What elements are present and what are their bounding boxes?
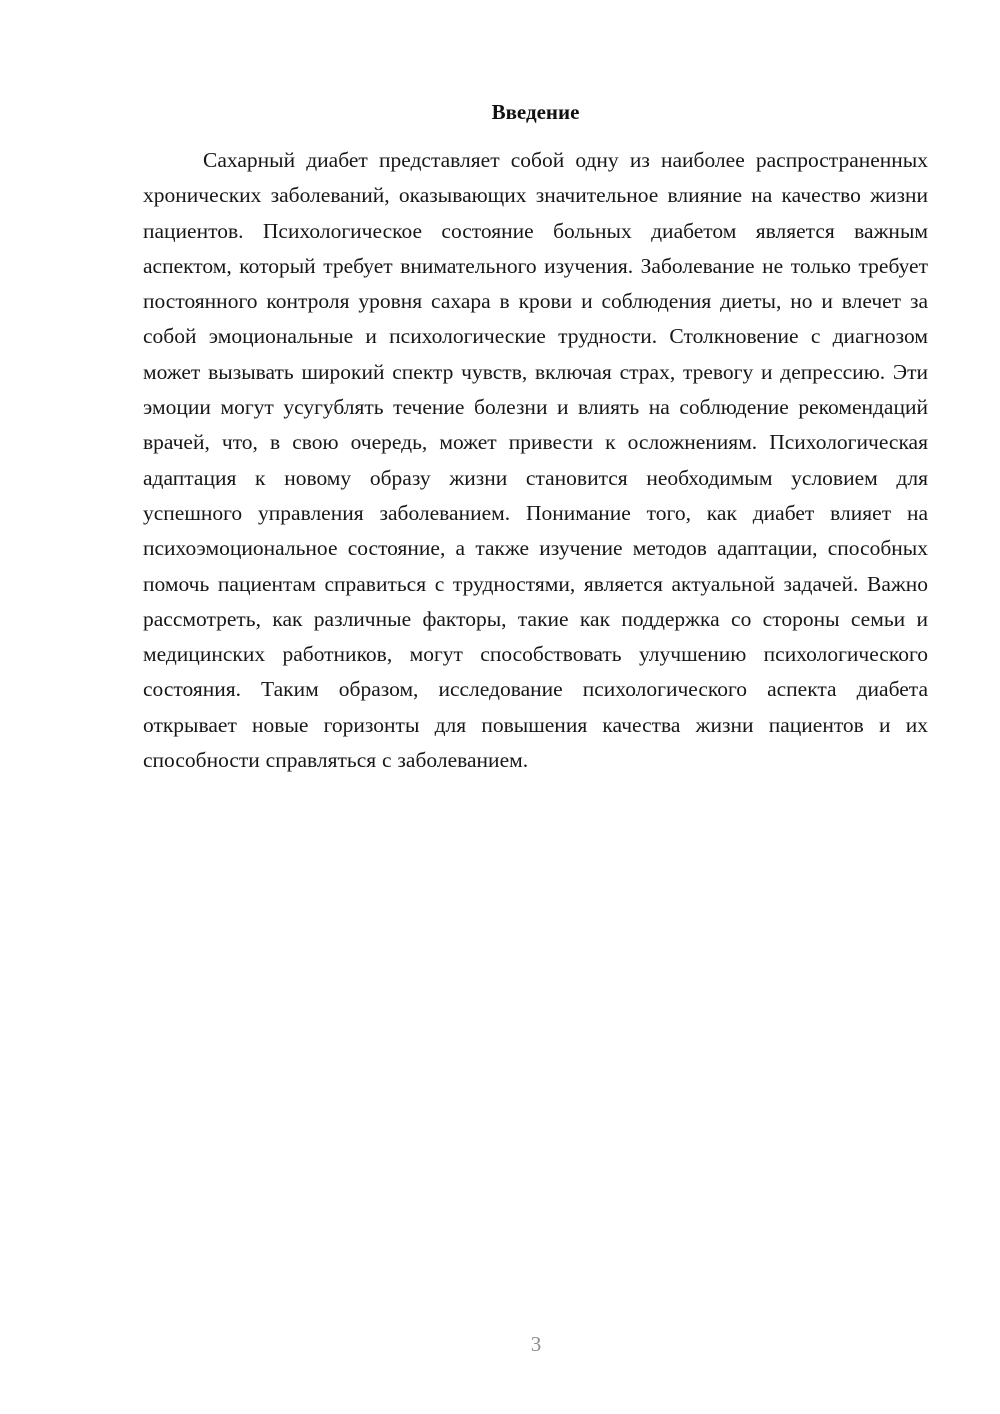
section-heading: Введение bbox=[491, 100, 580, 124]
body-paragraph: Сахарный диабет представляет собой одну из наиболее распространенных хронических заболеваний, оказывающих значительное влияние на качество жизни пациентов. Психологическое состояние больных диабетом является важным аспектом, который требует внимательного изучения. Заболевание не только требует постоянного контроля уровня сахара в крови и соблюдения диеты, но и влечет за собой эмоциональные и психологические трудности. Столкновение с диагнозом может вызывать широкий спектр чувств, включая страх, тревогу и депрессию. Эти эмоции могут усугублять течение болезни и влиять на соблюдение рекомендаций врачей, что, в свою очередь, может привести к осложнениям. Психологическая адаптация к новому образу жизни становится необходимым условием для успешного управления заболеванием. Понимание того, как диабет влияет на психоэмоциональное состояние, а также изучение методов адаптации, способных помочь пациентам справиться с трудностями, является актуальной задачей. Важно рассмотреть, как различные факторы, такие как поддержка со стороны семьи и медицинских работников, могут способствовать улучшению психологического состояния. Таким образом, исследование психологического аспекта диабета открывает новые горизонты для повышения качества жизни пациентов и их способности справляться с заболеванием. bbox=[143, 148, 928, 773]
page-number: 3 bbox=[530, 1332, 542, 1356]
